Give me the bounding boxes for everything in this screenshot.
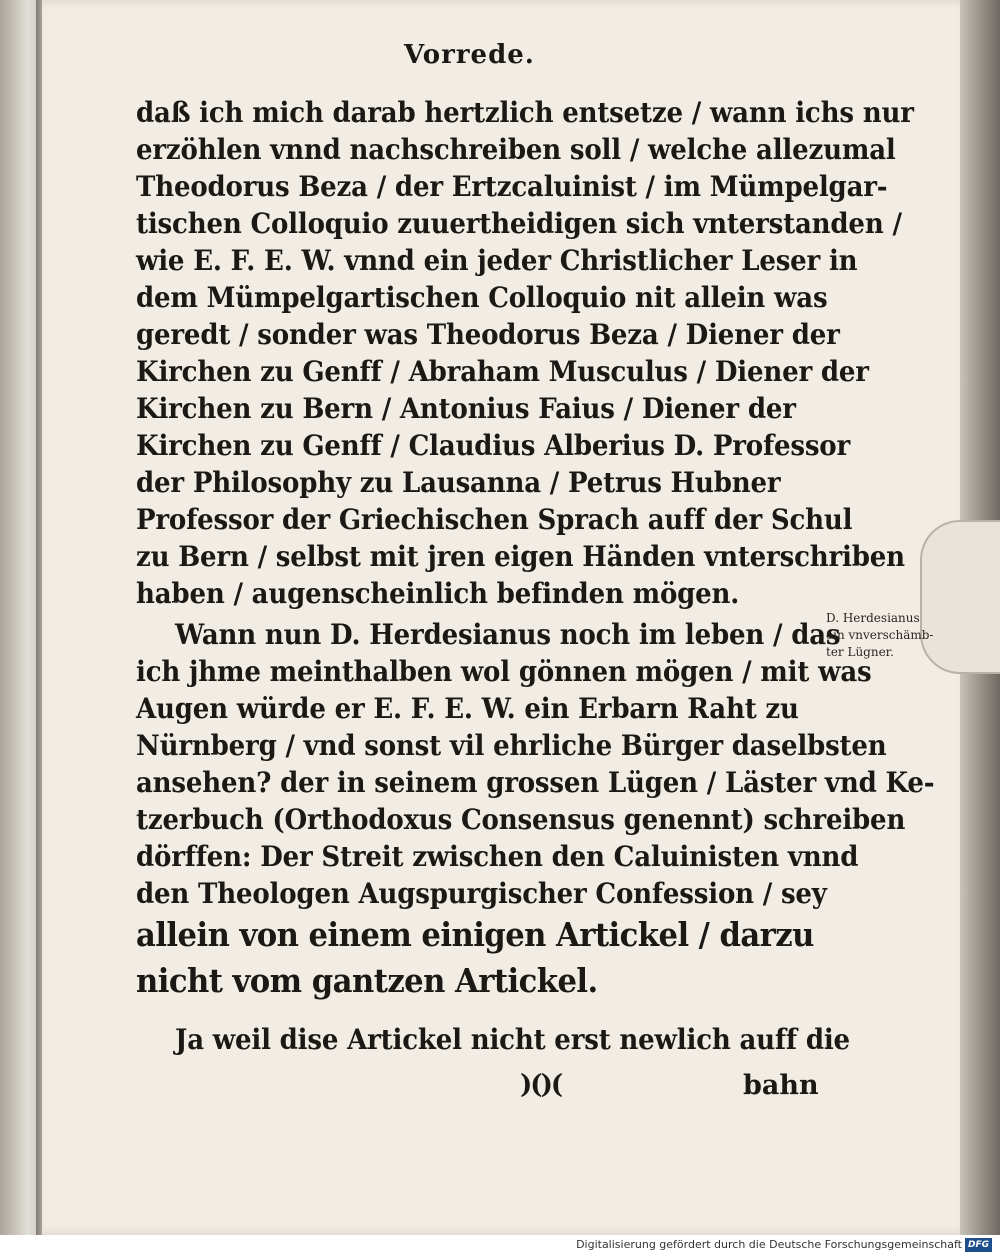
text-line: geredt / sonder was Theodorus Beza / Diener der [136, 318, 840, 351]
text-line: Kirchen zu Genff / Claudius Alberius D. Professor [136, 429, 851, 462]
text-line: Kirchen zu Genff / Abraham Musculus / Diener der [136, 355, 869, 388]
text-line: der Philosophy zu Lausanna / Petrus Hubner [136, 466, 781, 499]
running-head: Vorrede. [404, 40, 535, 70]
text-line: Augen würde er E. F. E. W. ein Erbarn Raht zu [136, 692, 799, 725]
marginal-note [826, 610, 933, 661]
text-line: dem Mümpelgartischen Colloquio nit allein was [136, 281, 828, 314]
marginal-note-line: ein vnverschämb- [826, 628, 934, 642]
text-line: Professor der Griechischen Sprach auff der Schul [136, 503, 853, 536]
text-line: Kirchen zu Bern / Antonius Faius / Diener der [136, 392, 796, 425]
text-line: Wann nun D. Herdesianus noch im leben / das [175, 618, 841, 651]
text-line: dörffen: Der Streit zwischen den Caluinisten vnnd [136, 840, 859, 873]
catchword-row [136, 1068, 819, 1108]
text-line: daß ich mich darab hertzlich entsetze / wann ichs nur [136, 96, 914, 129]
text-line: erzöhlen vnnd nachschreiben soll / welche allezumal [136, 133, 896, 166]
text-line: haben / augenscheinlich befinden mögen. [136, 577, 740, 610]
text-line: den Theologen Augspurgischer Confession / sey [136, 877, 827, 910]
funding-credit: Digitalisierung gefördert durch die Deutsche Forschungsgemeinschaft [576, 1238, 962, 1251]
text-line: Ja weil dise Artickel nicht erst newlich auff die [175, 1023, 850, 1056]
text-line-large: nicht vom gantzen Artickel. [136, 961, 598, 1000]
text-line: tischen Colloquio zuuertheidigen sich vnterstanden / [136, 207, 902, 240]
dfg-logo-icon: DFG [965, 1238, 992, 1252]
catchword: bahn [743, 1070, 819, 1101]
text-line: wie E. F. E. W. vnnd ein jeder Christlicher Leser in [136, 244, 858, 277]
text-line-large: allein von einem einigen Artickel / darzu [136, 915, 814, 954]
marginal-note-line: D. Herdesianus [826, 611, 920, 625]
text-line: Theodorus Beza / der Ertzcaluinist / im Mümpelgar- [136, 170, 888, 203]
text-line: ansehen? der in seinem grossen Lügen / Läster vnd Ke- [136, 766, 935, 799]
signature-mark: )()( [520, 1070, 562, 1100]
text-line: tzerbuch (Orthodoxus Consensus genennt) schreiben [136, 803, 906, 836]
text-line: zu Bern / selbst mit jren eigen Händen vnterschriben [136, 540, 905, 573]
text-line: Nürnberg / vnd sonst vil ehrliche Bürger daselbsten [136, 729, 887, 762]
marginal-note-line: ter Lügner. [826, 645, 894, 659]
text-line: ich jhme meinthalben wol gönnen mögen / mit was [136, 655, 872, 688]
previous-page-edge [0, 0, 40, 1235]
